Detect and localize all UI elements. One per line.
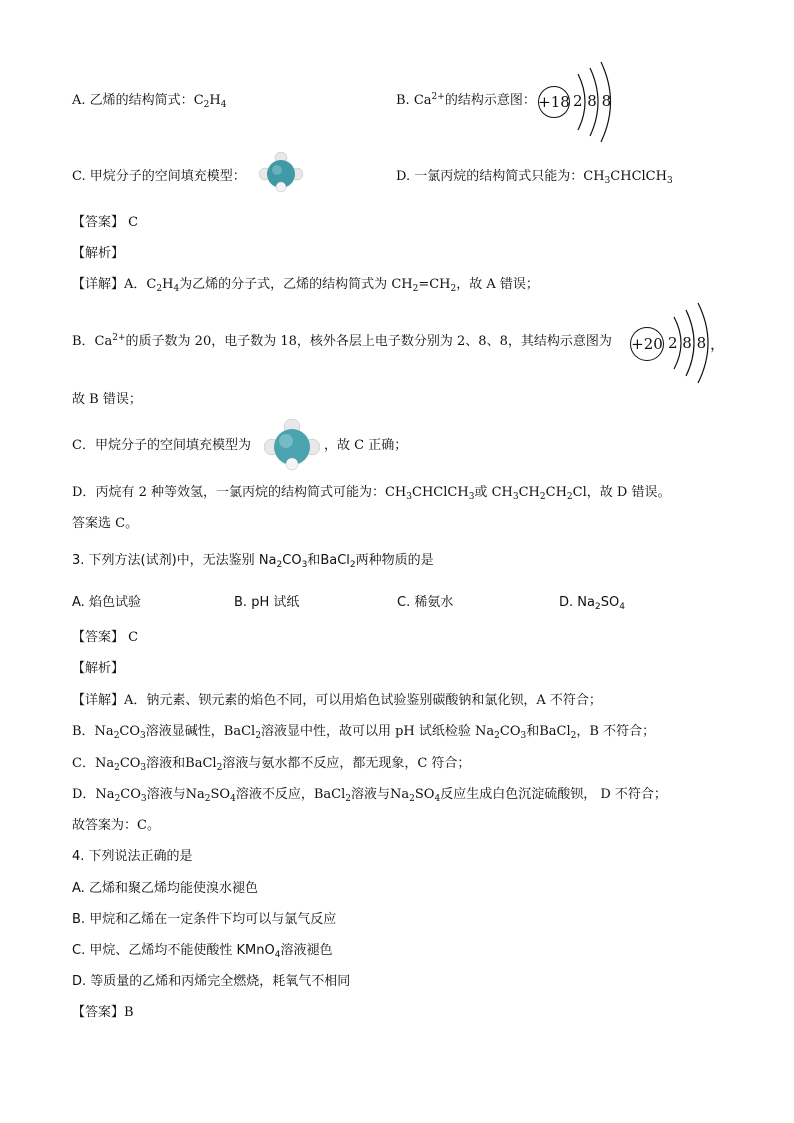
detail-c-q2: C．甲烷分子的空间填充模型为 [72, 438, 251, 453]
detail-c-q3: C．$Na_2CO_3$溶液和BaCl$_2$溶液与氨水都不反应，都无现象，C 符合； [72, 756, 471, 773]
detail-d-q2: D．丙烷有 2 种等效氢，一氯丙烷的结构简式可能为：$CH_3CHClCH_3$或 $CH_3CH_2CH_2Cl$，故 D 错误。 [72, 485, 671, 502]
methane-space-filling-model-small [259, 152, 303, 192]
methane-space-filling-model-large [264, 419, 320, 471]
option-a-q3: A. 焰色试验 [72, 595, 141, 610]
detail-c-end-q2: ，故 C 正确； [324, 438, 408, 453]
answer-q4: 【答案】B [72, 1005, 134, 1020]
conclusion-q2: 答案选 C。 [72, 516, 139, 531]
option-c-q3: C. 稀氨水 [397, 595, 454, 610]
ca-ion-structure-diagram-small: +18 2 8 8 [538, 82, 618, 122]
option-a-q2: A. 乙烯的结构简式：$C_2H_4$ [72, 93, 227, 110]
option-d-q2: D. 一氯丙烷的结构简式只能为：$CH_3CHClCH_3$ [396, 169, 673, 186]
answer-q2: 【答案】 C [72, 215, 139, 230]
option-d-q4: D. 等质量的乙烯和丙烯完全燃烧，耗氧气不相同 [72, 974, 351, 989]
option-b-q4: B. 甲烷和乙烯在一定条件下均可以与氯气反应 [72, 912, 337, 927]
question-4-stem: 4. 下列说法正确的是 [72, 849, 193, 864]
detail-d-q3: D．$Na_2CO_3$溶液与$Na_2SO_4$溶液不反应，BaCl$_2$溶液与$Na_2SO_4$反应生成白色沉淀硫酸钡， D 不符合； [72, 787, 667, 804]
detail-b-q2: B．$Ca^{2+}$的质子数为 20，电子数为 18，核外各层上电子数分别为 2、8、8，其结构示意图为 [72, 333, 612, 349]
answer-q3: 【答案】 C [72, 630, 139, 645]
detail-b-q3: B．$Na_2CO_3$溶液显碱性，BaCl$_2$溶液显中性，故可以用 pH 试纸检验 $Na_2CO_3$和BaCl$_2$，B 不符合； [72, 724, 656, 741]
option-b-q3: B. pH 试纸 [234, 595, 300, 610]
analysis-tag-q3: 【解析】 [72, 661, 125, 676]
option-b-q2: B. $Ca^{2+}$的结构示意图： [396, 92, 536, 108]
option-a-q4: A. 乙烯和聚乙烯均能使溴水褪色 [72, 881, 258, 896]
detail-a-q2: 【详解】A．$C_2H_4$为乙烯的分子式，乙烯的结构简式为 $CH_2=CH_2$，故 A 错误； [72, 277, 539, 294]
analysis-tag-q2: 【解析】 [72, 246, 125, 261]
option-d-q3: D. $Na_2SO_4$ [559, 595, 625, 612]
detail-a-q3: 【详解】A．钠元素、钡元素的焰色不同，可以用焰色试验鉴别碳酸钠和氯化钡，A 不符合； [72, 693, 602, 708]
question-3-stem: 3. 下列方法(试剂)中，无法鉴别 $Na_2CO_3$和BaCl$_2$两种物质的是 [72, 553, 434, 570]
detail-b-cont-q2: 故 B 错误； [72, 392, 142, 407]
conclusion-q3: 故答案为：C。 [72, 818, 160, 833]
option-c-q4: C. 甲烷、乙烯均不能使酸性 KMnO$_4$溶液褪色 [72, 943, 333, 960]
ca-ion-structure-diagram-large: +20 2 8 8 ， [630, 323, 720, 363]
option-c-q2: C. 甲烷分子的空间填充模型： [72, 169, 246, 184]
